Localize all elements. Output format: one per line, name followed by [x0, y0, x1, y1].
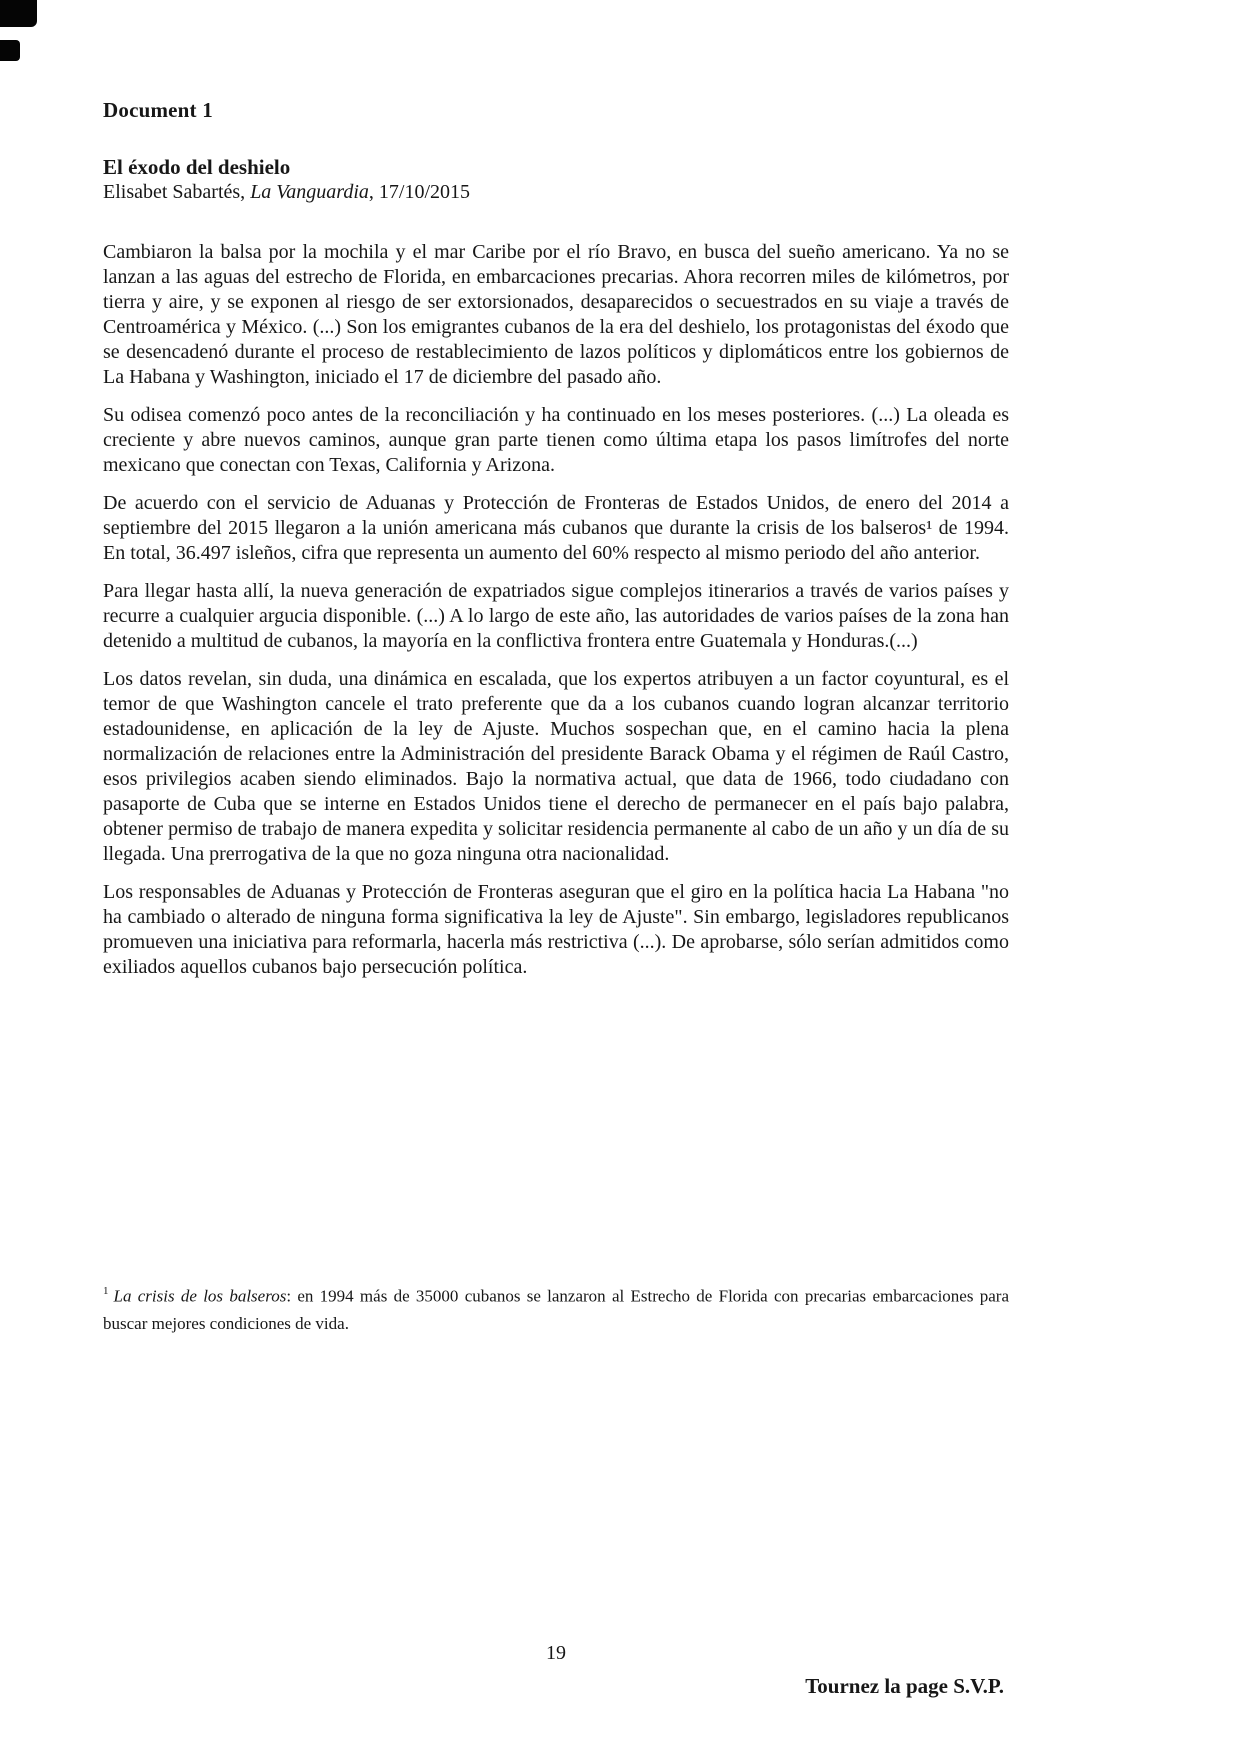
footnote-text: : en 1994 más de 35000 cubanos se lanzaron al Estrecho de Florida con precarias embarcaciones para buscar mejores condiciones de vida. [103, 1286, 1009, 1333]
paragraph: De acuerdo con el servicio de Aduanas y Protección de Fronteras de Estados Unidos, de enero del 2014 a septiembre del 2015 llegaron a la unión americana más cubanos que durante la crisis de los balseros¹ de 1994. En total, 36.497 isleños, cifra que representa un aumento del 60% respecto al mismo periodo del año anterior. [103, 492, 1009, 564]
byline-author: Elisabet Sabartés, [103, 181, 251, 203]
byline [103, 181, 1009, 204]
title-block [103, 155, 1009, 204]
footnote [103, 1279, 1009, 1337]
document-label: Document 1 [103, 98, 213, 122]
scan-artifact [0, 40, 20, 61]
article-body [103, 240, 1009, 980]
scan-artifact [0, 0, 37, 27]
paragraph: Para llegar hasta allí, la nueva generación de expatriados sigue complejos itinerarios a través de varios países y recurre a cualquier argucia disponible. (...) A lo largo de este año, las autoridades de varios países de la zona han detenido a multitud de cubanos, la mayoría en la conflictiva frontera entre Guatemala y Honduras.(...) [103, 580, 1009, 652]
byline-date: , 17/10/2015 [368, 181, 471, 203]
turn-page-note: Tournez la page S.V.P. [805, 1674, 1004, 1698]
byline-source: La Vanguardia [250, 181, 369, 203]
paragraph: Su odisea comenzó poco antes de la reconciliación y ha continuado en los meses posteriores. (...) La oleada es creciente y abre nuevos caminos, aunque gran parte tienen como última etapa los pasos limítrofes del norte mexicano que conectan con Texas, California y Arizona. [103, 404, 1009, 476]
paragraph: Cambiaron la balsa por la mochila y el mar Caribe por el río Bravo, en busca del sueño americano. Ya no se lanzan a las aguas del estrecho de Florida, en embarcaciones precarias. Ahora recorren miles de kilómetros, por tierra y aire, y se exponen al riesgo de ser extorsionados, desaparecidos o secuestrados en su viaje a través de Centroamérica y México. (...) Son los emigrantes cubanos de la era del deshielo, los protagonistas del éxodo que se desencadenó durante el proceso de restablecimiento de lazos políticos y diplomáticos entre los gobiernos de La Habana y Washington, iniciado el 17 de diciembre del pasado año. [103, 241, 1009, 388]
paragraph: Los datos revelan, sin duda, una dinámica en escalada, que los expertos atribuyen a un factor coyuntural, es el temor de que Washington cancele el trato preferente que da a los cubanos cuando logran alcanzar territorio estadounidense, en aplicación de la ley de Ajuste. Muchos sospechan que, en el camino hacia la plena normalización de relaciones entre la Administración del presidente Barack Obama y el régimen de Raúl Castro, esos privilegios acaben siendo eliminados. Bajo la normativa actual, que data de 1966, todo ciudadano con pasaporte de Cuba que se interne en Estados Unidos tiene el derecho de permanecer en el país bajo palabra, obtener permiso de trabajo de manera expedita y solicitar residencia permanente al cabo de un año y un día de su llegada. Una prerrogativa de la que no goza ninguna otra nacionalidad. [103, 668, 1009, 865]
footnote-term: La crisis de los balseros [113, 1286, 287, 1306]
article-title: El éxodo del deshielo [103, 155, 291, 179]
page-number: 19 [546, 1642, 566, 1664]
page-content [103, 98, 1009, 993]
paragraph: Los responsables de Aduanas y Protección de Fronteras aseguran que el giro en la política hacia La Habana "no ha cambiado o alterado de ninguna forma significativa la ley de Ajuste". Sin embargo, legisladores republicanos promueven una iniciativa para reformarla, hacerla más restrictiva (...). De aprobarse, sólo serían admitidos como exiliados aquellos cubanos bajo persecución política. [103, 881, 1009, 978]
footnote-marker: 1 [103, 1285, 109, 1297]
